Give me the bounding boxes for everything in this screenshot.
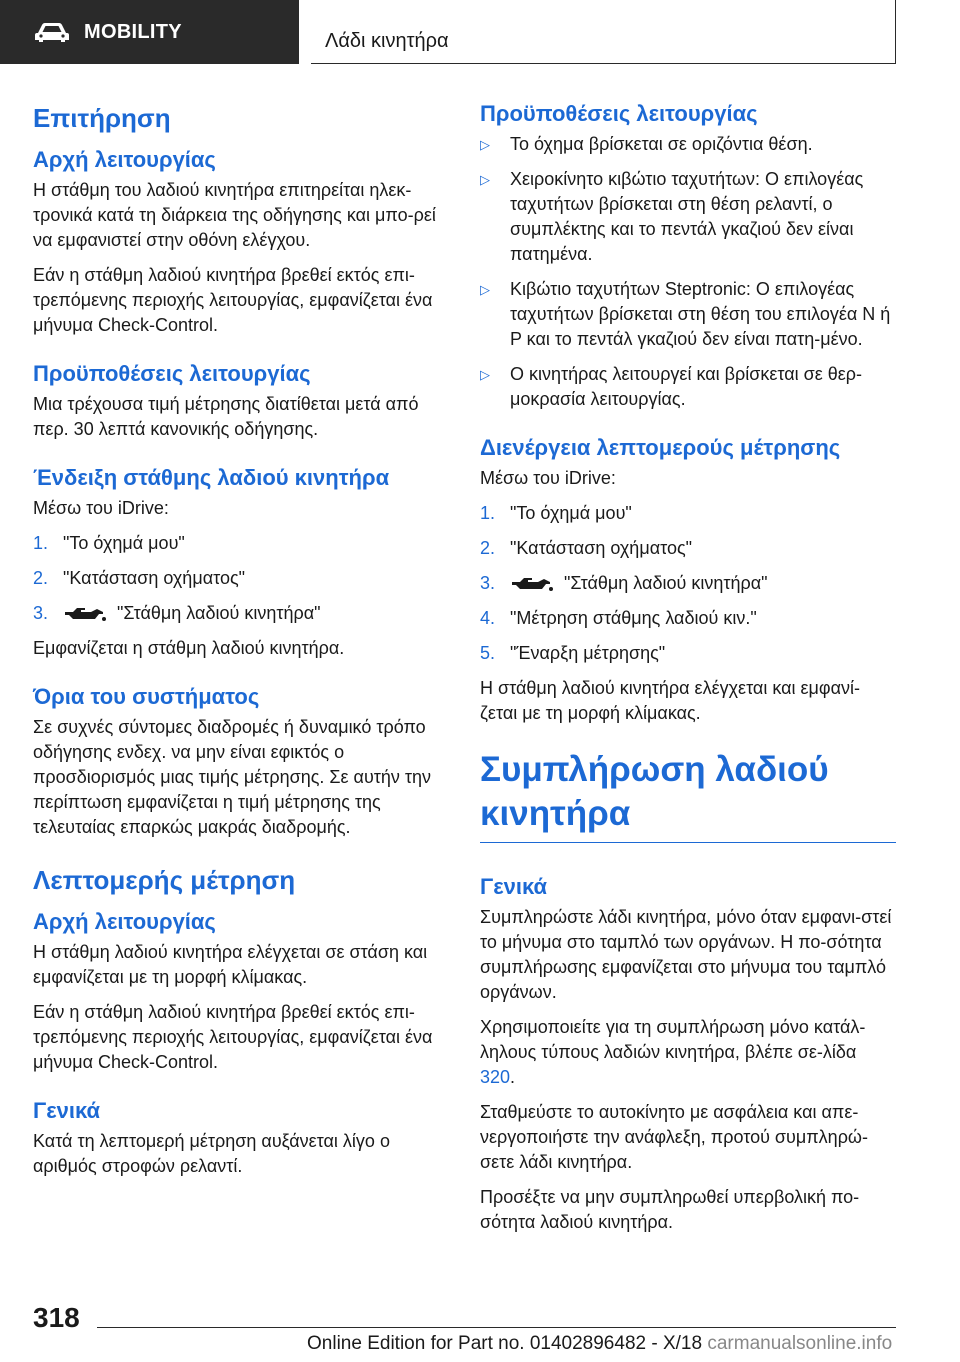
detailed-heading: Λεπτομερής μέτρηση: [33, 865, 296, 895]
list-item: 1. "Το όχημά μου": [480, 503, 632, 523]
prereq-heading: Προϋποθέσεις λειτουργίας: [33, 361, 311, 386]
right-general-text-1: Συμπληρώστε λάδι κινητήρα, μόνο όταν εμφανι-στεί το μήνυμα στο ταμπλό των οργάνων. Η πο-σότητα συμπλήρωσης εμφανίζεται στο μήνυμα του ταμπλό οργάνων.: [480, 907, 892, 1002]
monitoring-heading: Επιτήρηση: [33, 103, 171, 133]
bullet-triangle-icon: ▷: [480, 367, 490, 382]
oil-level-icon: [63, 601, 107, 626]
list-item: ▷ Ο κινητήρας λειτουργεί και βρίσκεται σε θερ-μοκρασία λειτουργίας.: [480, 362, 896, 412]
principle-text-2: Εάν η στάθμη λαδιού κινητήρα βρεθεί εκτός επι-τρεπόμενης περιοχής λειτουργίας, εμφανίζεται ένα μήνυμα Check-Control.: [33, 265, 433, 335]
general-heading: Γενικά: [33, 1098, 101, 1123]
display-result: Εμφανίζεται η στάθμη λαδιού κινητήρα.: [33, 638, 345, 658]
list-item: 2. "Κατάσταση οχήματος": [480, 538, 693, 558]
right-general-text-3: Σταθμεύστε το αυτοκίνητο με ασφάλεια και απε-νεργοποιήστε την ανάφλεξη, προτού συμπληρώ-σετε λάδι κινητήρα.: [480, 1102, 868, 1172]
car-icon: [34, 21, 70, 43]
list-item: 3. "Στάθμη λαδιού κινητήρα": [480, 571, 896, 596]
list-item: ▷ Χειροκίνητο κιβώτιο ταχυτήτων: Ο επιλογέας ταχυτήτων βρίσκεται στη θέση ρελαντί, ο συμπλέκτης και το πεντάλ γκαζιού δεν είναι πατημένα.: [480, 167, 896, 267]
right-general-text-4: Προσέξτε να μην συμπληρωθεί υπερβολική πο-σότητα λαδιού κινητήρα.: [480, 1187, 860, 1232]
principle-text: Η στάθμη του λαδιού κινητήρα επιτηρείται ηλεκ-τρονικά κατά τη διάρκεια της οδήγησης και μπο-ρεί να εμφανιστεί στην οθόνη ελέγχου.: [33, 180, 436, 250]
header-tab-label: MOBILITY: [84, 20, 182, 43]
right-general-text-2: Χρησιμοποιείτε για τη συμπλήρωση μόνο κατάλ-ληλους τύπους λαδιών κινητήρα, βλέπε σε-λίδα 320.: [480, 1017, 866, 1087]
limits-heading: Όρια του συστήματος: [33, 684, 260, 709]
watermark: carmanualsonline.info: [707, 1333, 893, 1354]
list-item: 5. "Έναρξη μέτρησης": [480, 643, 666, 663]
limits-text: Σε συχνές σύντομες διαδρομές ή δυναμικό τρόπο οδήγησης ενδεχ. να μην είναι εφικτός ο προσδιορισμός μιας τιμής μέτρησης. Σε αυτήν την περίπτωση εμφανίζεται η τιμή μέτρησης της τελευταίας επαρκώς μακράς διαδρομής.: [33, 717, 432, 837]
general-text: Κατά τη λεπτομερή μέτρηση αυξάνεται λίγο ο αριθμός στροφών ρελαντί.: [33, 1131, 390, 1176]
page-link[interactable]: 320: [480, 1067, 511, 1087]
bullet-triangle-icon: ▷: [480, 172, 490, 187]
prereq-bullets: [480, 132, 896, 412]
display-heading: Ένδειξη στάθμης λαδιού κινητήρα: [33, 465, 390, 490]
perform-intro: Μέσω του iDrive:: [480, 468, 616, 488]
perform-heading: Διενέργεια λεπτομερούς μέτρησης: [480, 435, 841, 460]
list-item: ▷ Κιβώτιο ταχυτήτων Steptronic: Ο επιλογέας ταχυτήτων βρίσκεται στη θέση του επιλογέα N ή P και το πεντάλ γκαζιού δεν είναι πατη-μένο.: [480, 277, 896, 352]
prereq-text: Μια τρέχουσα τιμή μέτρησης διατίθεται μετά από περ. 30 λεπτά κανονικής οδήγησης.: [33, 394, 419, 439]
list-item: ▷ Το όχημα βρίσκεται σε οριζόντια θέση.: [480, 132, 896, 157]
right-general-heading: Γενικά: [480, 874, 548, 899]
list-item: 1. "Το όχημά μου": [33, 533, 185, 553]
footer-divider: [97, 1327, 896, 1328]
page-number: 318: [33, 1302, 80, 1333]
perform-steps: [480, 501, 896, 666]
detailed-principle-text: Η στάθμη λαδιού κινητήρα ελέγχεται σε στάση και εμφανίζεται με τη μορφή κλίμακας.: [33, 942, 428, 987]
list-item: 2. "Κατάσταση οχήματος": [33, 568, 246, 588]
bullet-triangle-icon: ▷: [480, 282, 490, 297]
left-column: [33, 100, 453, 1189]
oil-level-icon: [510, 571, 554, 596]
display-intro: Μέσω του iDrive:: [33, 498, 169, 518]
footer-edition: Online Edition for Part no. 01402896482 - X/18 carmanualsonline.info: [307, 1333, 893, 1354]
header-tab[interactable]: [0, 0, 299, 64]
display-steps: [33, 531, 453, 626]
list-item: 3. "Στάθμη λαδιού κινητήρα": [33, 601, 453, 626]
principle-heading: Αρχή λειτουργίας: [33, 147, 216, 172]
bullet-triangle-icon: ▷: [480, 137, 490, 152]
perform-result: Η στάθμη λαδιού κινητήρα ελέγχεται και εμφανί-ζεται με τη μορφή κλίμακας.: [480, 678, 860, 723]
detailed-principle-text-2: Εάν η στάθμη λαδιού κινητήρα βρεθεί εκτός επι-τρεπόμενης περιοχής λειτουργίας, εμφανίζεται ένα μήνυμα Check-Control.: [33, 1002, 433, 1072]
right-prereq-heading: Προϋποθέσεις λειτουργίας: [480, 101, 758, 126]
refill-heading: Συμπλήρωση λαδιού κινητήρα: [480, 748, 896, 843]
list-item: 4. "Μέτρηση στάθμης λαδιού κιν.": [480, 608, 757, 628]
page-title: Λάδι κινητήρα: [311, 0, 896, 64]
right-column: [480, 100, 896, 1245]
detailed-principle-heading: Αρχή λειτουργίας: [33, 909, 216, 934]
